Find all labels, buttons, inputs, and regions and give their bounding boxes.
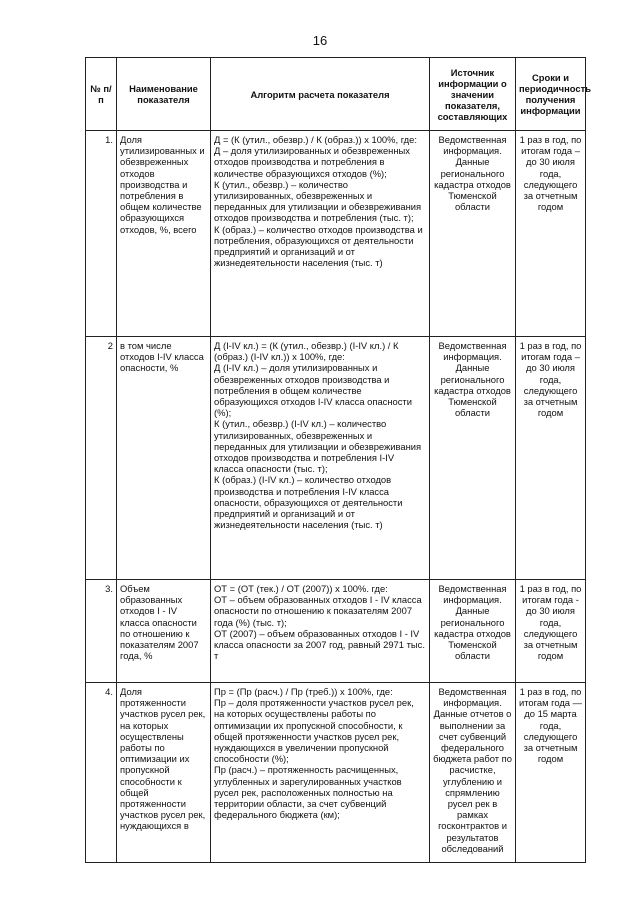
algorithm-cell <box>211 580 430 683</box>
source-cell: Ведомственная информация. Данные регионального кадастра отходов Тюменской области <box>430 337 516 580</box>
algorithm-line: Пр (расч.) – протяженность расчищенных, углубленных и зарегулированных участков русел рек, расположенных полностью на территории области, за счет субвенций федерального бюджета (км); <box>214 764 405 821</box>
terms-cell: 1 раз в год, по итогам года – до 30 июля года, следующего за отчетным годом <box>516 337 586 580</box>
header-algorithm: Алгоритм расчета показателя <box>211 58 430 131</box>
page-number: 16 <box>312 33 328 48</box>
row-number: 4. <box>86 683 117 863</box>
algorithm-cell <box>211 683 430 863</box>
table-row <box>86 131 586 337</box>
source-cell: Ведомственная информация. Данные регионального кадастра отходов Тюменской области <box>430 580 516 683</box>
table-row <box>86 580 586 683</box>
algorithm-line: ОТ (2007) – объем образованных отходов I - IV класса опасности за 2007 год, равный 2971 тыс. т <box>214 627 428 662</box>
algorithm-line: Д – доля утилизированных и обезвреженных отходов производства и потребления в количестве образующихся отходов (%); <box>214 145 413 179</box>
algorithm-line: К (утил., обезвр.) (I-IV кл.) – количество утилизированных, обезвреженных и переданных для утилизации и обезвреживания отходов производства и потребления I-IV класса опасности (тыс. т); <box>214 418 424 475</box>
row-number: 2 <box>86 337 117 580</box>
algorithm-cell <box>211 131 430 337</box>
header-terms: Сроки и периодичность получения информации <box>516 58 586 131</box>
source-cell: Ведомственная информация. Данные отчетов о выполнении за счет субвенций федерального бюджета работ по расчистке, углублению и спрямлению русел рек в рамках госконтрактов и результатов обследований <box>430 683 516 863</box>
row-number: 1. <box>86 131 117 337</box>
algorithm-line: Д (I-IV кл.) – доля утилизированных и обезвреженных отходов производства и потребления в общем количестве образующихся отходов I-IV класса опасности (%); <box>214 362 415 419</box>
indicator-name: Доля утилизированных и обезвреженных отходов производства и потребления в общем количестве образующихся отходов, %, всего <box>117 131 211 337</box>
header-name: Наименование показателя <box>117 58 211 131</box>
algorithm-line: Д (I-IV кл.) = (К (утил., обезвр.) (I-IV кл.) / К (образ.) (I-IV кл.)) х 100%, где: <box>214 340 402 363</box>
algorithm-cell <box>211 337 430 580</box>
row-number: 3. <box>86 580 117 683</box>
table-header-row <box>86 58 586 131</box>
algorithm-line: ОТ – объем образованных отходов I - IV класса опасности по отношению к показателям 2007 года (%) (тыс. т); <box>214 594 425 628</box>
algorithm-line: К (образ.) (I-IV кл.) – количество отходов производства и потребления I-IV класса опасности, образующихся от деятельности предприятий и организаций и от жизнедеятельности населения (тыс. т) <box>214 474 406 531</box>
table-row <box>86 683 586 863</box>
algorithm-line: ОТ = (ОТ (тек.) / ОТ (2007)) х 100%. где: <box>214 583 388 594</box>
indicator-name: в том числе отходов I-IV класса опасности, % <box>117 337 211 580</box>
header-num: № п/п <box>86 58 117 131</box>
terms-cell: 1 раз в год, по итогам года — до 15 марта года, следующего за отчетным годом <box>516 683 586 863</box>
source-cell: Ведомственная информация. Данные регионального кадастра отходов Тюменской области <box>430 131 516 337</box>
terms-cell: 1 раз в год, по итогам года – до 30 июля года, следующего за отчетным годом <box>516 131 586 337</box>
algorithm-line: К (образ.) – количество отходов производства и потребления, образующихся от деятельности предприятий и организаций и от жизнедеятельности населения (тыс. т) <box>214 223 426 269</box>
table-row <box>86 337 586 580</box>
algorithm-line: К (утил., обезвр.) – количество утилизированных, обезвреженных и переданных для утилизации и обезвреживания отходов производства и потребления (тыс. т); <box>214 178 424 224</box>
terms-cell: 1 раз в год, по итогам года - до 30 июля года, следующего за отчетным годом <box>516 580 586 683</box>
indicator-name: Доля протяженности участков русел рек, на которых осуществлены работы по оптимизации их пропускной способности к общей протяженности участков русел рек, нуждающихся в <box>117 683 211 863</box>
algorithm-line: Д = (К (утил., обезвр.) / К (образ.)) х 100%, где: <box>214 134 417 145</box>
indicators-table <box>85 57 591 863</box>
algorithm-line: Пр = (Пр (расч.) / Пр (треб.)) х 100%, где: <box>214 686 393 697</box>
algorithm-line: Пр – доля протяженности участков русел рек, на которых осуществлены работы по оптимизации их пропускной способности, к общей протяженности участков русел рек, нуждающихся в увеличении пропускной способности (%); <box>214 697 417 765</box>
header-source: Источник информации о значении показателя, составляющих <box>430 58 516 131</box>
indicator-name: Объем образованных отходов I - IV класса опасности по отношению к показателям 2007 года, % <box>117 580 211 683</box>
